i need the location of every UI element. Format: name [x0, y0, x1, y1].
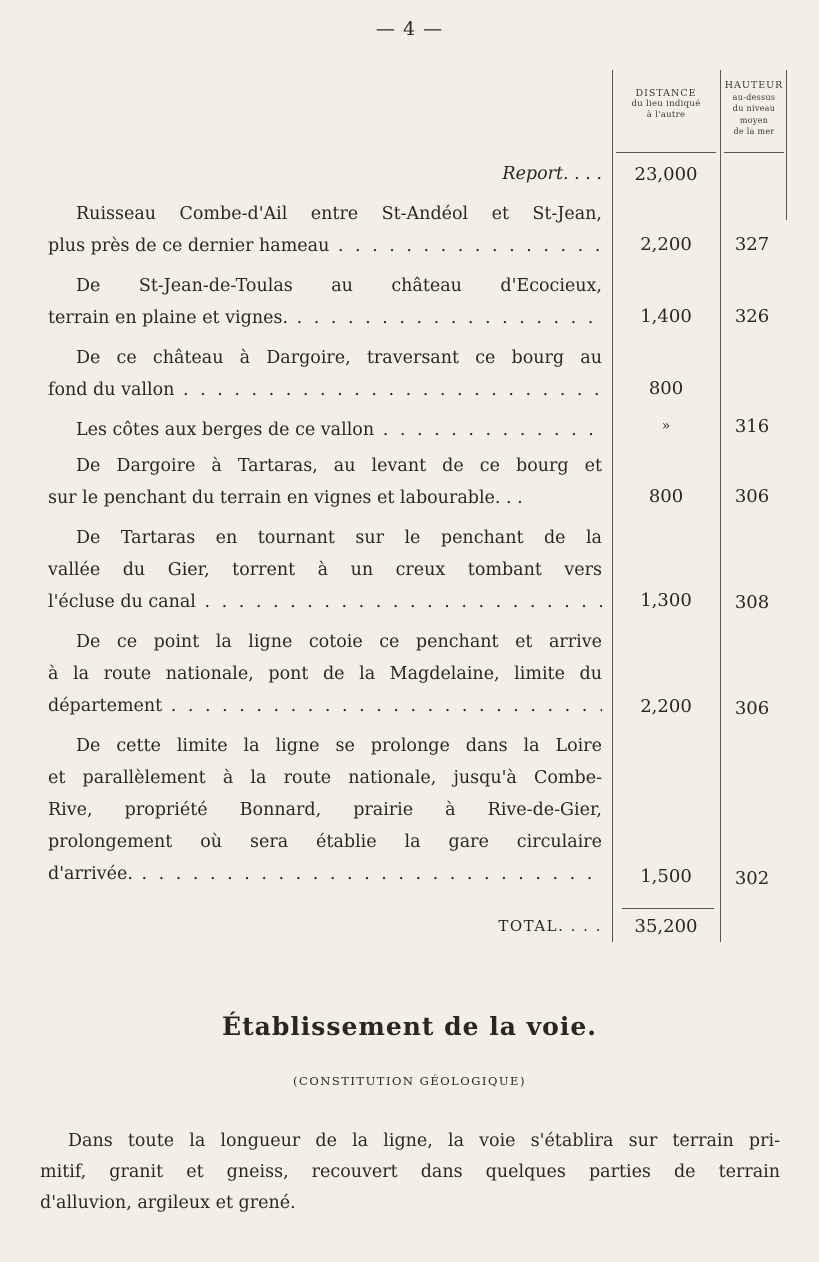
entry-6-line-2: vallée du Gier, torrent à un creux tombant vers	[48, 560, 602, 580]
entry-1-line-1: Ruisseau Combe-d'Ail entre St-Andéol et St-Jean,	[76, 204, 602, 224]
entry-8-line-3: Rive, propriété Bonnard, prairie à Rive-de-Gier,	[48, 800, 602, 820]
entry-7-line-1: De ce point la ligne cotoie ce penchant et arrive	[76, 632, 602, 652]
entry-8-line-2: et parallèlement à la route nationale, jusqu'à Combe-	[48, 768, 602, 788]
entry-6-distance: 1,300	[640, 590, 692, 611]
entry-3-line-2: fond du vallon . . .	[48, 374, 602, 406]
entry-7-line-3: département . . .	[48, 690, 602, 722]
column-header-distance	[614, 88, 718, 121]
column-header-distance-line2: du lieu indiqué	[631, 99, 701, 109]
entry-4	[48, 414, 602, 446]
entry-1	[48, 198, 602, 262]
entry-8-line-4: prolongement où sera établie la gare circulaire	[48, 832, 602, 852]
entry-6-altitude: 308	[734, 592, 770, 613]
entry-7-line-2: à la route nationale, pont de la Magdelaine, limite du	[48, 664, 602, 684]
paragraph-line-1: Dans toute la longueur de la ligne, la voie s'établira sur terrain pri-	[68, 1131, 780, 1151]
total-rule	[622, 908, 714, 909]
entry-4-distance: »	[661, 418, 671, 434]
entry-5-altitude: 306	[734, 486, 770, 507]
entry-8-line-1: De cette limite la ligne se prolonge dans la Loire	[76, 736, 602, 756]
column-header-distance-line3: à l'autre	[646, 110, 686, 120]
section-subtitle: (CONSTITUTION GÉOLOGIQUE)	[293, 1074, 526, 1088]
section-title: Établissement de la voie.	[222, 1012, 597, 1041]
header-rule-altitude	[724, 152, 784, 153]
entry-6-line-3: l'écluse du canal . . .	[48, 586, 602, 618]
entry-6	[48, 522, 602, 618]
column-header-altitude-line4: moyen	[739, 115, 769, 125]
entry-5-line-1: De Dargoire à Tartaras, au levant de ce bourg et	[76, 456, 602, 476]
entry-1-distance: 2,200	[640, 234, 692, 255]
entry-3-line-1: De ce château à Dargoire, traversant ce bourg au	[76, 348, 602, 368]
section-paragraph	[40, 1126, 780, 1219]
entry-3	[48, 342, 602, 406]
column-header-distance-title: DISTANCE	[635, 88, 697, 99]
total-label: TOTAL. . . .	[498, 917, 602, 935]
column-header-altitude	[722, 80, 786, 138]
total-distance: 35,200	[634, 916, 698, 937]
entry-5-line-2: sur le penchant du terrain en vignes et labourable. . .	[48, 488, 523, 508]
entry-7-distance: 2,200	[640, 696, 692, 717]
entry-1-line-2: plus près de ce dernier hameau . . .	[48, 230, 602, 262]
report-distance: 23,000	[634, 164, 698, 185]
entry-7	[48, 626, 602, 722]
entry-2-line-2: terrain en plaine et vignes. . . .	[48, 302, 602, 334]
entry-2-altitude: 326	[734, 306, 770, 327]
table-rule-right	[786, 70, 787, 220]
page-number: — 4 —	[375, 18, 444, 40]
entry-8-distance: 1,500	[640, 866, 692, 887]
paragraph-line-2: mitif, granit et gneiss, recouvert dans quelques parties de terrain	[40, 1162, 780, 1182]
entry-1-altitude: 327	[734, 234, 770, 255]
column-header-altitude-line3: du niveau	[732, 104, 776, 113]
paragraph-line-3: d'alluvion, argileux et grené.	[40, 1193, 296, 1213]
column-header-altitude-line5: de la mer	[733, 127, 775, 136]
report-label: Report. . . .	[502, 164, 602, 184]
entry-8-altitude: 302	[734, 868, 770, 889]
column-header-altitude-title: HAUTEUR	[724, 80, 784, 91]
entry-6-line-1: De Tartaras en tournant sur le penchant de la	[76, 528, 602, 548]
entry-2-line-1: De St-Jean-de-Toulas au château d'Ecocieux,	[76, 276, 602, 296]
entry-2-distance: 1,400	[640, 306, 692, 327]
entry-4-altitude: 316	[734, 416, 770, 437]
entry-8	[48, 730, 602, 890]
entry-5-distance: 800	[648, 486, 684, 507]
entry-4-line-1: Les côtes aux berges de ce vallon . . .	[48, 414, 602, 446]
entry-5	[48, 450, 602, 514]
entry-3-distance: 800	[648, 378, 684, 399]
entry-8-line-5: d'arrivée. . . .	[48, 858, 602, 890]
column-header-altitude-line2: au-dessus	[732, 92, 776, 102]
entry-7-altitude: 306	[734, 698, 770, 719]
header-rule-distance	[616, 152, 716, 153]
entry-2	[48, 270, 602, 334]
